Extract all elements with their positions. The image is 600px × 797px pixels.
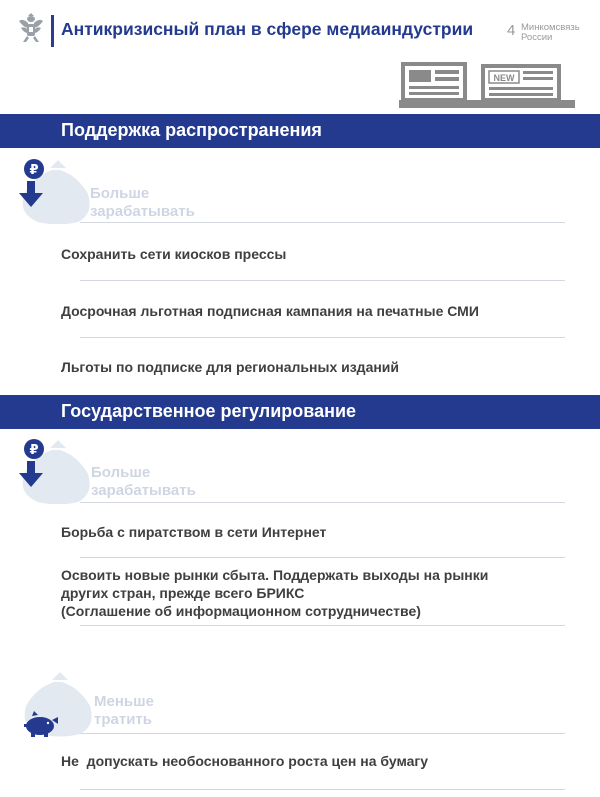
pictogram-label: Больше зарабатывать [90,185,195,220]
ministry-line1: Минкомсвязь [521,22,580,33]
divider [80,222,565,223]
page-header [0,0,600,62]
new-label: NEW [493,73,515,83]
ministry-line2: России [521,32,553,43]
divider [80,733,565,734]
svg-text:₽: ₽ [29,443,39,458]
list-item: Льготы по подписке для региональных изданий [61,359,400,375]
section-title: Поддержка распространения [61,120,322,140]
section-band [0,395,600,429]
newspapers-illustration [399,60,575,114]
money-bag-ruble-icon [16,156,96,224]
divider [80,280,565,281]
money-bag-piggy-bank-icon [18,670,98,738]
list-item: Освоить новые рынки сбыта. Поддержать выходы на рынки других стран, прежде всего БРИКС (Соглашение об информационном сотрудничестве) [61,567,489,619]
divider [80,502,565,503]
list-item: Досрочная льготная подписная кампания на печатные СМИ [61,303,479,319]
page-title: Антикризисный план в сфере медиаиндустрии [61,19,474,39]
list-item: Не допускать необоснованного роста цен на бумагу [61,753,429,769]
pictogram-label: Меньше тратить [94,693,154,728]
ministry-logo [521,23,580,43]
money-bag-ruble-icon [16,436,96,504]
coat-of-arms-icon [16,10,46,46]
divider [80,789,565,790]
page-number: 4 [507,22,516,39]
divider [80,625,565,626]
section-title: Государственное регулирование [61,401,357,421]
header-divider [51,15,54,47]
divider [80,337,565,338]
list-item: Сохранить сети киосков прессы [61,246,287,262]
section-band [0,114,600,148]
list-item: Борьба с пиратством в сети Интернет [61,524,327,540]
svg-text:₽: ₽ [29,163,39,178]
pictogram-label: Больше зарабатывать [91,464,196,499]
divider [80,557,565,558]
